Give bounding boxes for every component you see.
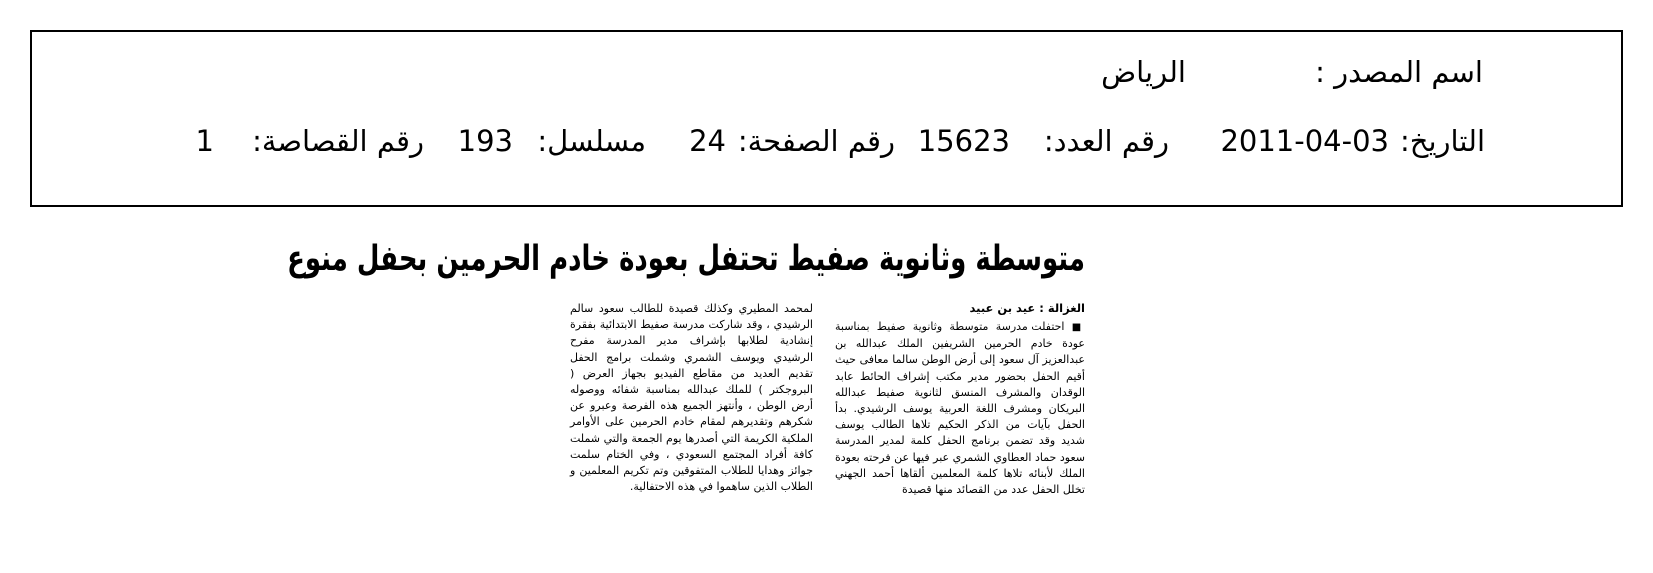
clip-value: 1 (195, 124, 214, 158)
clip-label: رقم القصاصة: (252, 124, 424, 158)
bullet-icon: ■ (1071, 322, 1086, 333)
date-label: التاريخ: (1399, 124, 1485, 158)
issue-label: رقم العدد: (1043, 124, 1169, 158)
date-value: 2011-04-03 (1220, 124, 1389, 158)
article-column-right (835, 319, 1085, 498)
source-label: اسم المصدر : (1315, 55, 1483, 89)
article-column-left: لمحمد المطيري وكذلك قصيدة للطالب سعود سالم الرشيدي ، وقد شاركت مدرسة صفيط الابتدائية بفقرة إنشادية لطلابها بإشراف مدير المدرسة مفرح الرشيدي ويوسف الشمري وشملت برامج الحفل تقديم العديد من مقاطع الفيديو بجهاز العرض ( البروجكتر ) للملك عبدالله بمناسبة شفائه ووصوله أرض الوطن ، وأنتهز الجميع هذه الفرصة وعبرو عن شكرهم وتقديرهم لمقام خادم الحرمين على الأوامر الملكية الكريمة التي أصدرها يوم الجمعة والتي شملت كافة أفراد المجتمع السعودي ، وفي الختام سلمت جوائز وهدايا للطلاب المتفوقين وتم تكريم المعلمين و الطلاب الذين ساهموا في هذه الاحتفالية. (570, 302, 813, 494)
source-value: الرياض (1101, 55, 1186, 89)
article-column-right-text: احتفلت مدرسة متوسطة وثانوية صفيط بمناسبة عودة خادم الحرمين الشريفين الملك عبدالله بن عبدالعزيز آل سعود إلى أرض الوطن سالما معافى حيث أقيم الحفل بحضور مدير مكتب إشراف الحائط عابد الوقدان والمشرف المنسق لثانوية صفيط عبدالله البريكان ومشرف اللغة العربية يوسف الرشيدي. بدأ الحفل بآيات من الذكر الحكيم تلاها الطالب يوسف شديد وقد تضمن برنامج الحفل كلمة لمدير المدرسة سعود حماد العطاوي الشمري عبر فيها عن فرحته بعودة الملك لأبنائه تلاها كلمة المعلمين ألقاها أحمد الجهني تخلل الحفل عدد من القصائد منها قصيدة (835, 320, 1085, 497)
newspaper-clipping (287, 235, 1086, 565)
page-label: رقم الصفحة: (737, 124, 895, 158)
serial-label: مسلسل: (537, 124, 646, 158)
article-byline: الغزالة : عيد بن عبيد (969, 301, 1085, 315)
article-headline: متوسطة وثانوية صفيط تحتفل بعودة خادم الحرمين بحفل منوع (287, 238, 1085, 280)
page-value: 24 (689, 124, 726, 158)
metadata-box (30, 30, 1623, 207)
serial-value: 193 (457, 124, 513, 158)
issue-value: 15623 (917, 124, 1010, 158)
